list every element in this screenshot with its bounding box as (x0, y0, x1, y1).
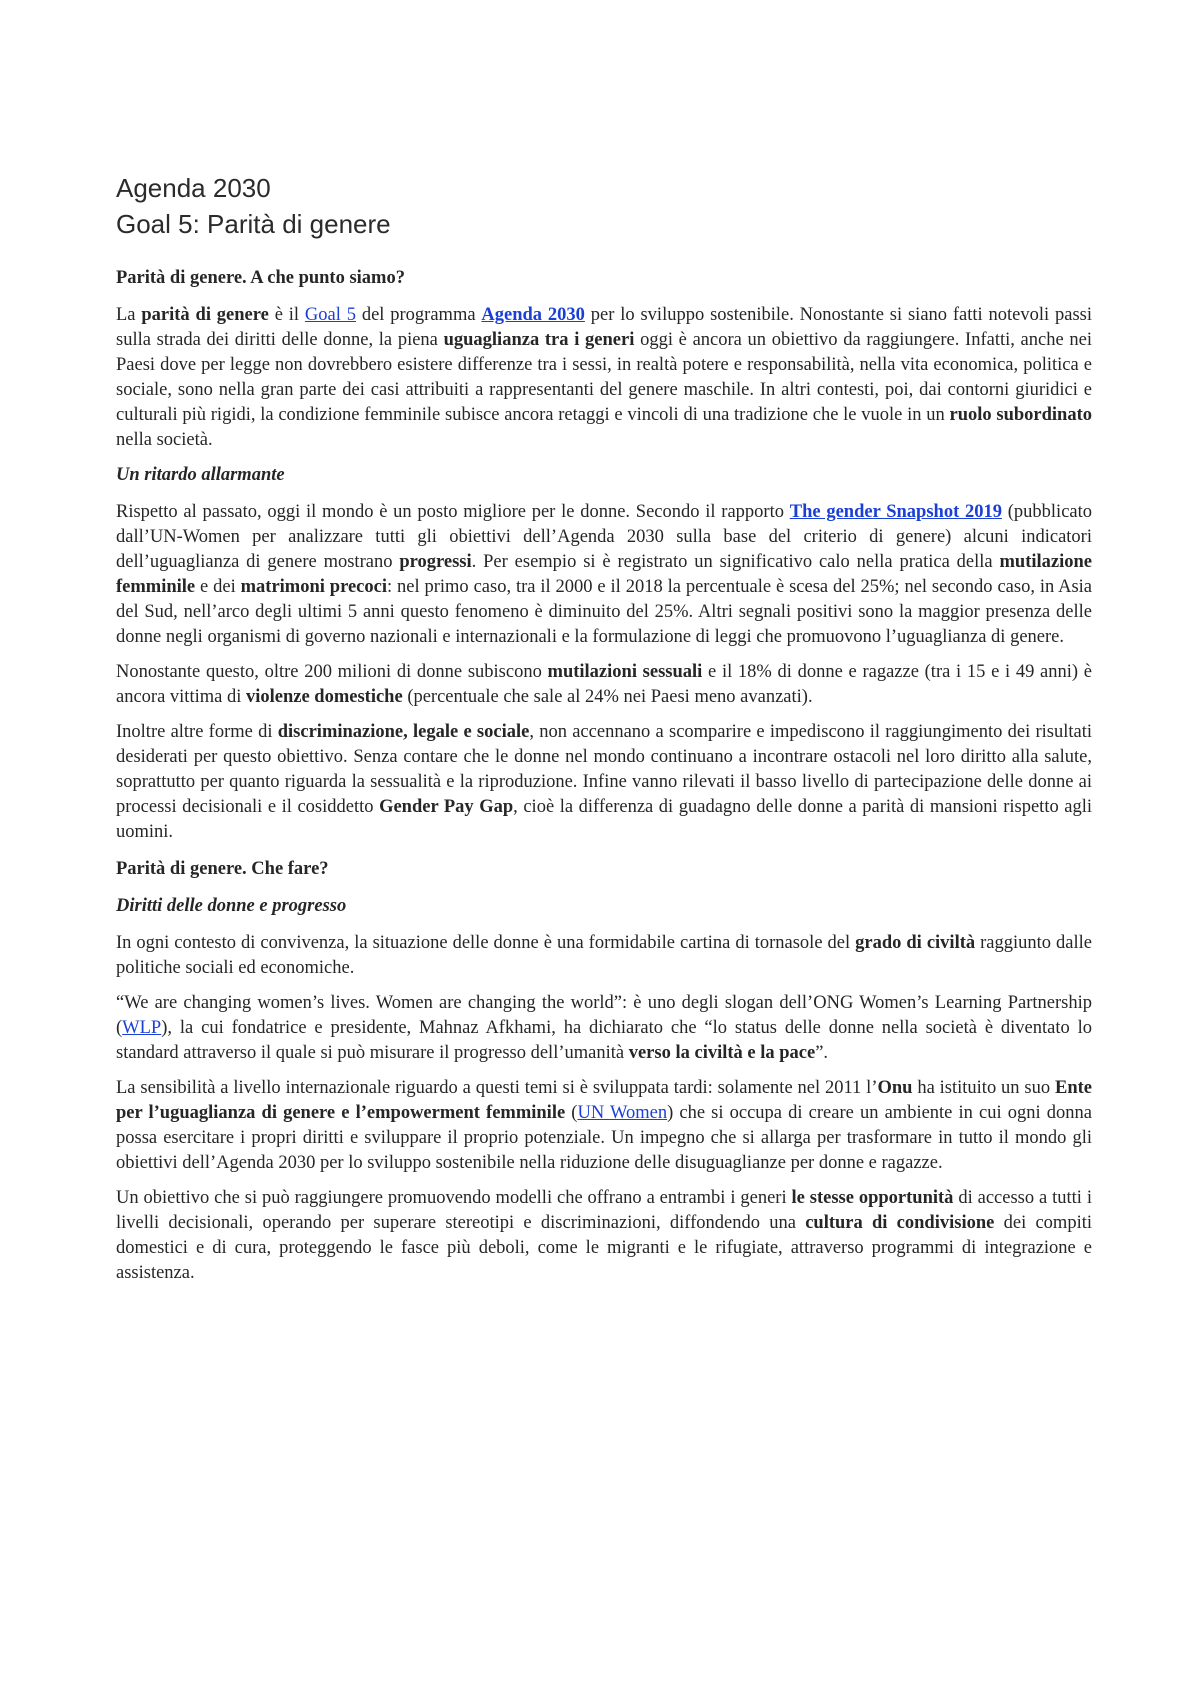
bold-text: mutilazioni sessuali (547, 662, 703, 682)
text-run: nella società. (116, 430, 213, 450)
text-run: per lo sviluppo sostenibile. Nonostante si siano fatti notevoli passi sulla strada dei diritti delle donne, la piena (116, 305, 1093, 350)
text-run: : nel primo caso, tra il 2000 e il 2018 la percentuale è scesa del 25%; nel secondo caso, in Asia del Sud, nell’arco degli ultimi 5 anni questo fenomeno è diminuito del 25%. Altri segnali positivi sono la maggior presenza delle donne negli organismi di governo nazionali e internazionali e la formulazione di leggi che promuovono l’uguaglianza di genere. (116, 577, 1093, 647)
document-page (116, 170, 1092, 1296)
text-run: e il 18% di donne e ragazze (tra i 15 e i 49 anni) è ancora vittima di (116, 662, 1092, 707)
text-run: è il (268, 305, 305, 325)
bold-text: violenze domestiche (245, 687, 403, 707)
text-run: , non accennano a scomparire e impediscono il raggiungimento dei risultati desiderati per questo obiettivo. Senza contare che le donne nel mondo continuano a incontrare ostacoli nel loro diritto alla salute, soprattutto per quanto riguarda la sessualità e la riproduzione. Infine vanno rilevati il basso livello di partecipazione delle donne ai processi decisionali e il cosiddetto (116, 722, 1092, 817)
text-run: ) che si occupa di creare un ambiente in cui ogni donna possa esercitare i propri diritti e sviluppare il proprio potenziale. Un impegno che si allarga per trasformare in tutto il mondo gli obiettivi dell’Agenda 2030 per lo sviluppo sostenibile nella riduzione delle disuguaglianze per donne e ragazze. (116, 1103, 1092, 1173)
bold-text: matrimoni precoci (240, 577, 387, 597)
paragraph (116, 931, 1092, 981)
section-heading: Parità di genere. A che punto siamo? (116, 268, 405, 288)
bold-text: mutilazione femminile (116, 552, 1093, 597)
paragraph (116, 660, 1092, 710)
paragraph (116, 500, 1092, 650)
bold-text: Onu (877, 1078, 913, 1098)
inline-link[interactable]: The gender Snapshot 2019 (789, 502, 1002, 522)
paragraph (116, 1186, 1092, 1286)
text-run: Rispetto al passato, oggi il mondo è un posto migliore per le donne. Secondo il rapporto (116, 502, 790, 522)
subsection-heading: Diritti delle donne e progresso (116, 896, 347, 916)
bold-text: discriminazione, legale e sociale (277, 722, 530, 742)
bold-text: verso la civiltà e la pace (628, 1043, 816, 1063)
paragraph (116, 1076, 1092, 1176)
bold-text: ruolo subordinato (949, 405, 1093, 425)
subsection-heading: Un ritardo allarmante (116, 465, 285, 485)
text-run: ha istituito un suo (912, 1078, 1055, 1098)
text-run: “We are changing women’s lives. Women are changing the world”: è uno degli slogan dell’ONG Women’s Learning Partnership ( (116, 993, 1092, 1038)
text-run: Inoltre altre forme di (116, 722, 278, 742)
text-run: In ogni contesto di convivenza, la situazione delle donne è una formidabile cartina di tornasole del (116, 933, 856, 953)
paragraph (116, 720, 1092, 845)
text-run: oggi è ancora un obiettivo da raggiungere. Infatti, anche nei Paesi dove per legge non dovrebbero esistere differenze tra i sessi, in realtà potere e responsabilità, nella vita economica, politica e sociale, sono nella gran parte dei casi attribuiti a rappresentanti del genere maschile. In altri contesti, poi, dai contorni giuridici e culturali più rigidi, la condizione femminile subisce ancora retaggi e vincoli di una tradizione che le vuole in un (116, 330, 1092, 425)
text-run: di accesso a tutti i livelli decisionali, operando per superare stereotipi e discriminazioni, diffondendo una (116, 1188, 1092, 1233)
section-heading: Parità di genere. Che fare? (116, 859, 329, 879)
bold-text: grado di civiltà (855, 933, 976, 953)
text-run: e dei (195, 577, 241, 597)
bold-text: Ente per l’uguaglianza di genere e l’empowerment femminile (116, 1078, 1092, 1123)
text-run: La (116, 305, 142, 325)
inline-link[interactable]: UN Women (577, 1103, 668, 1123)
bold-text: Gender Pay Gap (379, 797, 514, 817)
text-run: ), la cui fondatrice e presidente, Mahnaz Afkhami, ha dichiarato che “lo status delle donne nella società è diventato lo standard attraverso il quale si può misurare il progresso dell’umanità (116, 1018, 1092, 1063)
text-run: ”. (815, 1043, 829, 1063)
paragraph (116, 303, 1092, 453)
text-run: raggiunto dalle politiche sociali ed economiche. (116, 933, 1092, 978)
inline-link[interactable]: Goal 5 (304, 305, 356, 325)
bold-text: uguaglianza tra i generi (443, 330, 635, 350)
text-run: ( (565, 1103, 578, 1123)
text-run: . Per esempio si è registrato un significativo calo nella pratica della (471, 552, 1000, 572)
text-run: La sensibilità a livello internazionale riguardo a questi temi si è sviluppata tardi: solamente nel 2011 l’ (116, 1078, 878, 1098)
paragraph (116, 991, 1092, 1066)
document-subtitle: Goal 5: Parità di genere (116, 209, 391, 239)
bold-text: cultura di condivisione (805, 1213, 995, 1233)
text-run: Nonostante questo, oltre 200 milioni di donne subiscono (116, 662, 548, 682)
bold-text: parità di genere (141, 305, 269, 325)
text-run: (percentuale che sale al 24% nei Paesi meno avanzati). (402, 687, 813, 707)
text-run: Un obiettivo che si può raggiungere promuovendo modelli che offrano a entrambi i generi (116, 1188, 792, 1208)
text-run: , cioè la differenza di guadagno delle donne a parità di mansioni rispetto agli uomini. (116, 797, 1093, 842)
bold-text: le stesse opportunità (791, 1188, 954, 1208)
text-run: dei compiti domestici e di cura, proteggendo le fasce più deboli, come le migranti e le rifugiate, attraverso programmi di integrazione e assistenza. (116, 1213, 1092, 1283)
inline-link[interactable]: Agenda 2030 (481, 305, 585, 325)
text-run: del programma (355, 305, 482, 325)
document-title: Agenda 2030 (116, 173, 271, 203)
text-run: (pubblicato dall’UN-Women per analizzare tutti gli obiettivi dell’Agenda 2030 sulla base del criterio di genere) alcuni indicatori dell’uguaglianza di genere mostrano (116, 502, 1093, 572)
inline-link[interactable]: WLP (122, 1018, 162, 1038)
bold-text: progressi (399, 552, 472, 572)
